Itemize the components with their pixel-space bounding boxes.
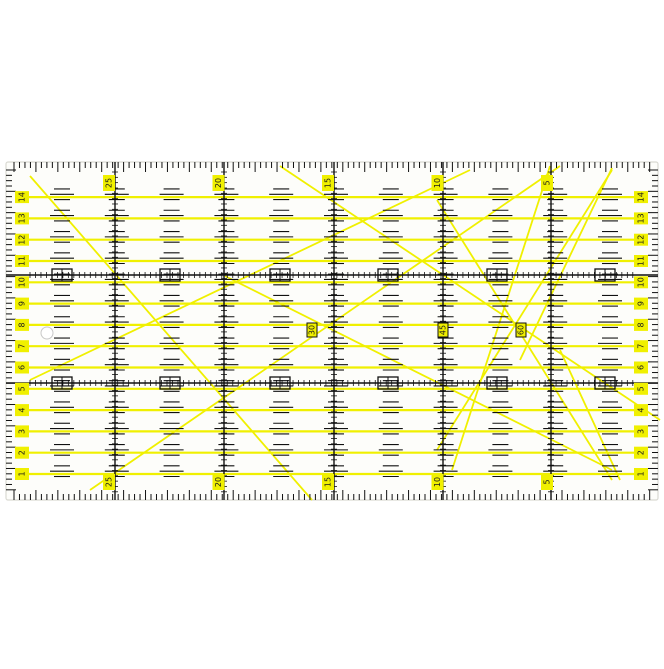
column-number: 25 bbox=[104, 476, 114, 488]
row-number: 11 bbox=[636, 255, 646, 267]
row-number: 1 bbox=[636, 471, 646, 477]
row-number: 7 bbox=[17, 343, 27, 349]
row-number: 12 bbox=[636, 234, 646, 245]
row-number: 2 bbox=[17, 450, 27, 456]
column-number: 15 bbox=[323, 177, 333, 189]
row-number: 8 bbox=[636, 322, 646, 328]
column-number: 15 bbox=[323, 476, 333, 488]
column-number: 10 bbox=[433, 476, 442, 488]
row-number: 3 bbox=[17, 428, 27, 434]
column-number: 10 bbox=[433, 177, 442, 189]
column-number: 25 bbox=[104, 177, 114, 189]
row-number: 2 bbox=[636, 450, 646, 456]
row-number: 10 bbox=[17, 277, 27, 288]
row-number: 4 bbox=[17, 407, 27, 413]
row-number: 9 bbox=[17, 301, 27, 307]
row-number: 5 bbox=[17, 386, 27, 392]
row-number: 3 bbox=[636, 428, 646, 434]
angle-label: 60 bbox=[516, 324, 526, 336]
row-number: 10 bbox=[636, 277, 646, 288]
row-number: 7 bbox=[636, 343, 646, 349]
row-number: 12 bbox=[17, 234, 27, 245]
column-number: 20 bbox=[214, 177, 223, 189]
row-number: 4 bbox=[636, 407, 646, 413]
row-number: 6 bbox=[636, 364, 646, 371]
column-number: 20 bbox=[214, 476, 223, 488]
row-number: 11 bbox=[17, 255, 27, 267]
row-number: 14 bbox=[636, 192, 646, 203]
row-number: 8 bbox=[17, 322, 27, 328]
hanging-hole bbox=[41, 327, 53, 339]
row-number: 13 bbox=[636, 213, 646, 224]
row-number: 1 bbox=[17, 471, 27, 477]
row-number: 13 bbox=[17, 213, 27, 224]
column-number: 5 bbox=[542, 180, 552, 186]
column-number: 5 bbox=[542, 479, 552, 485]
angle-label: 45 bbox=[438, 324, 448, 336]
row-number: 9 bbox=[636, 301, 646, 307]
row-number: 6 bbox=[17, 364, 27, 371]
row-number: 14 bbox=[17, 192, 27, 203]
row-number: 5 bbox=[636, 386, 646, 392]
angle-label: 30 bbox=[307, 324, 317, 336]
